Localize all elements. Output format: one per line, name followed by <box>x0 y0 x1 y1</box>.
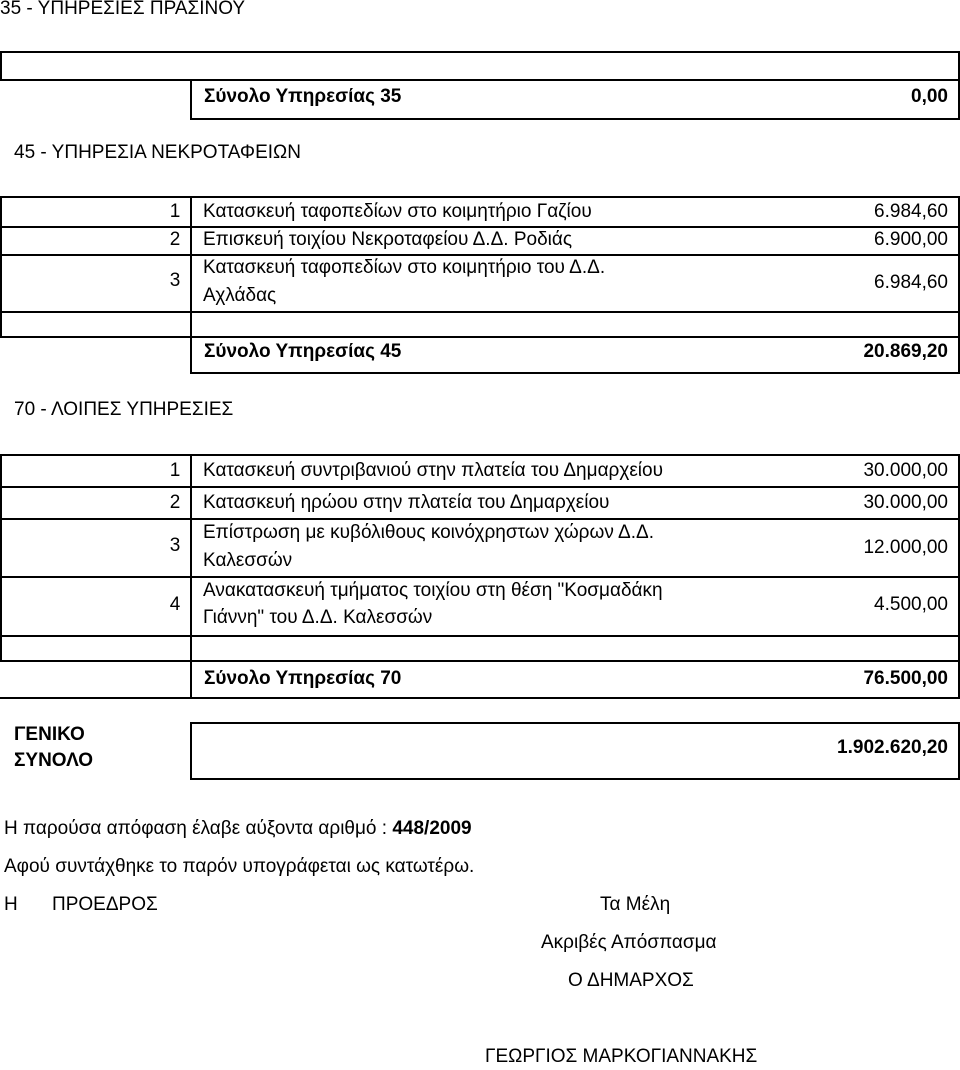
president-label: ΠΡΟΕΔΡΟΣ <box>52 894 158 915</box>
table-border <box>0 51 2 81</box>
table-border <box>0 79 960 81</box>
table-border <box>0 576 960 578</box>
members-label: Τα Μέλη <box>600 894 671 915</box>
section-heading-70: 70 - ΛΟΙΠΕΣ ΥΠΗΡΕΣΙΕΣ <box>14 399 234 420</box>
table-border <box>190 722 192 780</box>
row-description: Ανακατασκευή τμήματος τοιχίου στη θέση "Κοσμαδάκη <box>203 580 663 601</box>
grand-total-value: 1.902.620,20 <box>837 737 948 758</box>
row-amount: 6.984,60 <box>874 201 948 222</box>
row-description: Κατασκευή ταφοπεδίων στο κοιμητήριο του Δ.Δ. <box>203 257 606 278</box>
table-border <box>0 518 960 520</box>
grand-total-label: ΓΕΝΙΚΟ <box>14 724 85 745</box>
subtotal-label-70: Σύνολο Υπηρεσίας 70 <box>204 668 402 689</box>
table-border <box>0 311 960 313</box>
row-amount: 12.000,00 <box>863 537 948 558</box>
table-border <box>0 486 960 488</box>
table-border <box>190 778 960 780</box>
row-description: Κατασκευή ταφοπεδίων στο κοιμητήριο Γαζίου <box>203 201 592 222</box>
table-border <box>0 254 960 256</box>
mayor-name: ΓΕΩΡΓΙΟΣ ΜΑΡΚΟΓΙΑΝΝΑΚΗΣ <box>485 1046 758 1067</box>
table-border <box>0 660 960 662</box>
subtotal-value-70: 76.500,00 <box>863 668 948 689</box>
grand-total-label: ΣΥΝΟΛΟ <box>14 750 94 771</box>
table-border <box>0 635 960 637</box>
subtotal-label-35: Σύνολο Υπηρεσίας 35 <box>204 86 402 107</box>
table-border <box>0 454 2 662</box>
table-border <box>190 372 960 374</box>
table-border <box>0 51 960 53</box>
table-border <box>0 196 960 198</box>
row-index: 3 <box>169 270 181 291</box>
section-heading-45: 45 - ΥΠΗΡΕΣΙΑ ΝΕΚΡΟΤΑΦΕΙΩΝ <box>14 142 301 163</box>
row-index: 1 <box>169 460 181 481</box>
row-description: Γιάννη" του Δ.Δ. Καλεσσών <box>203 607 433 628</box>
table-border <box>0 454 960 456</box>
true-copy-label: Ακριβές Απόσπασμα <box>541 932 717 953</box>
table-border <box>190 454 192 699</box>
mayor-label: Ο ΔΗΜΑΡΧΟΣ <box>568 970 694 991</box>
signed-statement: Αφού συντάχθηκε το παρόν υπογράφεται ως κατωτέρω. <box>4 856 475 877</box>
row-amount: 4.500,00 <box>874 594 948 615</box>
row-description: Καλεσσών <box>203 550 293 571</box>
subtotal-label-45: Σύνολο Υπηρεσίας 45 <box>204 341 402 362</box>
row-description: Αχλάδας <box>203 285 277 306</box>
row-index: 4 <box>169 594 181 615</box>
table-border <box>190 196 192 374</box>
row-description: Κατασκευή ηρώου στην πλατεία του Δημαρχείου <box>203 492 610 513</box>
row-amount: 30.000,00 <box>863 460 948 481</box>
row-amount: 30.000,00 <box>863 492 948 513</box>
decision-statement <box>4 818 472 840</box>
president-article: Η <box>4 894 18 915</box>
row-index: 3 <box>169 535 181 556</box>
subtotal-value-45: 20.869,20 <box>863 341 948 362</box>
table-border <box>190 79 192 120</box>
row-amount: 6.900,00 <box>874 229 948 250</box>
section-heading-35: 35 - ΥΠΗΡΕΣΙΕΣ ΠΡΑΣΙΝΟΥ <box>0 0 246 19</box>
table-border <box>0 336 960 338</box>
row-description: Επισκευή τοιχίου Νεκροταφείου Δ.Δ. Ροδιάς <box>203 229 573 250</box>
row-amount: 6.984,60 <box>874 272 948 293</box>
table-border <box>0 196 2 338</box>
table-border <box>0 697 960 699</box>
table-border <box>0 226 960 228</box>
row-index: 2 <box>169 229 181 250</box>
decision-prefix: Η παρούσα απόφαση έλαβε αύξοντα αριθμό : <box>4 818 393 839</box>
table-border <box>190 722 960 724</box>
row-description: Κατασκευή συντριβανιού στην πλατεία του Δημαρχείου <box>203 460 663 481</box>
row-index: 1 <box>169 201 181 222</box>
table-border <box>190 118 960 120</box>
subtotal-value-35: 0,00 <box>911 86 948 107</box>
row-description: Επίστρωση με κυβόλιθους κοινόχρηστων χώρων Δ.Δ. <box>203 522 654 543</box>
decision-number: 448/2009 <box>392 818 472 839</box>
row-index: 2 <box>169 492 181 513</box>
